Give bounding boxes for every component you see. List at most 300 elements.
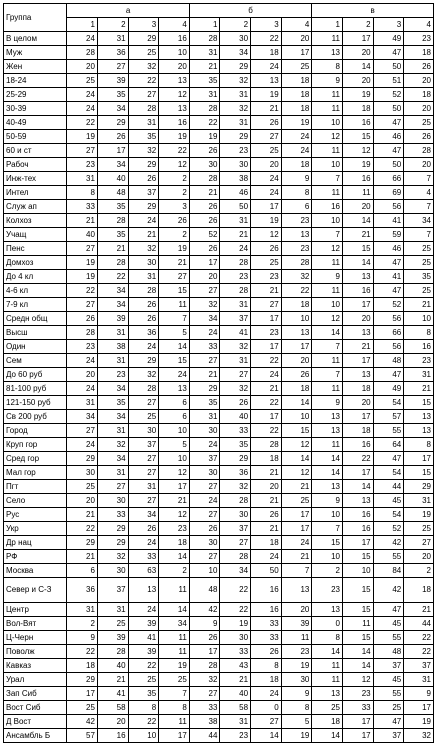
table-cell: 18	[251, 536, 282, 550]
table-cell: 34	[159, 617, 190, 631]
table-cell: 26	[220, 396, 251, 410]
table-cell: 19	[159, 242, 190, 256]
table-cell: 20	[342, 200, 373, 214]
table-cell: 15	[342, 550, 373, 564]
table-cell: 28	[220, 256, 251, 270]
table-body	[4, 32, 434, 743]
table-cell: 22	[189, 116, 220, 130]
table-cell: 7	[404, 200, 434, 214]
table-cell: 32	[128, 242, 159, 256]
column-number-header: 3	[128, 18, 159, 32]
table-cell: 10	[342, 564, 373, 578]
table-cell: 54	[373, 396, 404, 410]
row-label: Мал гор	[4, 466, 67, 480]
table-cell: 17	[342, 729, 373, 743]
table-cell: 19	[281, 116, 312, 130]
table-cell: 17	[281, 508, 312, 522]
table-cell: 14	[251, 729, 282, 743]
table-cell: 27	[128, 494, 159, 508]
table-row	[4, 645, 434, 659]
table-cell: 23	[312, 578, 343, 603]
table-cell: 7	[281, 564, 312, 578]
table-cell: 25	[67, 74, 98, 88]
table-cell: 17	[342, 536, 373, 550]
table-cell: 18	[342, 382, 373, 396]
table-cell: 21	[251, 284, 282, 298]
table-cell: 21	[189, 60, 220, 74]
table-cell: 66	[373, 326, 404, 340]
table-cell: 12	[251, 228, 282, 242]
table-cell: 28	[404, 144, 434, 158]
table-cell: 52	[189, 228, 220, 242]
table-cell: 20	[97, 715, 128, 729]
table-cell: 30	[67, 466, 98, 480]
table-cell: 46	[373, 242, 404, 256]
table-cell: 54	[373, 508, 404, 522]
table-row	[4, 228, 434, 242]
table-row	[4, 354, 434, 368]
table-cell: 9	[312, 396, 343, 410]
table-cell: 52	[373, 88, 404, 102]
table-cell: 11	[312, 673, 343, 687]
table-cell: 31	[404, 673, 434, 687]
table-cell: 24	[67, 382, 98, 396]
table-cell: 13	[159, 74, 190, 88]
table-cell: 21	[404, 382, 434, 396]
table-cell: 10	[159, 452, 190, 466]
table-cell: 24	[281, 130, 312, 144]
table-cell: 22	[67, 116, 98, 130]
table-cell: 27	[404, 536, 434, 550]
table-cell: 31	[128, 270, 159, 284]
table-cell: 28	[128, 102, 159, 116]
column-number-header: 1	[312, 18, 343, 32]
table-cell: 26	[281, 368, 312, 382]
table-cell: 11	[342, 617, 373, 631]
table-cell: 13	[159, 102, 190, 116]
table-row	[4, 424, 434, 438]
table-cell: 7	[312, 340, 343, 354]
table-cell: 47	[373, 715, 404, 729]
table-cell: 16	[312, 200, 343, 214]
table-cell: 14	[312, 729, 343, 743]
table-row	[4, 158, 434, 172]
row-label: 40-49	[4, 116, 67, 130]
table-cell: 25	[251, 256, 282, 270]
table-cell: 13	[312, 424, 343, 438]
row-label: Кавказ	[4, 659, 67, 673]
table-cell: 13	[342, 494, 373, 508]
table-cell: 20	[159, 60, 190, 74]
table-cell: 27	[128, 452, 159, 466]
table-cell: 17	[189, 256, 220, 270]
table-cell: 22	[128, 74, 159, 88]
table-cell: 26	[97, 130, 128, 144]
table-cell: 35	[97, 200, 128, 214]
table-cell: 12	[159, 508, 190, 522]
table-cell: 48	[373, 645, 404, 659]
table-cell: 8	[404, 438, 434, 452]
table-cell: 12	[159, 88, 190, 102]
table-cell: 14	[281, 396, 312, 410]
table-cell: 13	[312, 603, 343, 617]
table-cell: 24	[128, 340, 159, 354]
table-cell: 32	[128, 144, 159, 158]
table-cell: 13	[159, 382, 190, 396]
table-cell: 29	[220, 60, 251, 74]
table-cell: 31	[128, 116, 159, 130]
table-cell: 23	[251, 270, 282, 284]
table-cell: 27	[67, 144, 98, 158]
table-cell: 30	[220, 158, 251, 172]
table-cell: 42	[67, 715, 98, 729]
table-cell: 13	[281, 326, 312, 340]
table-cell: 26	[251, 242, 282, 256]
table-cell: 45	[373, 673, 404, 687]
table-cell: 35	[97, 88, 128, 102]
table-cell: 26	[189, 144, 220, 158]
table-row	[4, 480, 434, 494]
table-cell: 9	[312, 270, 343, 284]
table-cell: 17	[67, 687, 98, 701]
table-cell: 14	[312, 466, 343, 480]
table-cell: 28	[281, 256, 312, 270]
table-cell: 22	[67, 522, 98, 536]
table-cell: 11	[159, 578, 190, 603]
row-label: Ц-Черн	[4, 631, 67, 645]
table-cell: 49	[373, 32, 404, 46]
table-cell: 40	[97, 172, 128, 186]
row-label: Муж	[4, 46, 67, 60]
table-row	[4, 438, 434, 452]
table-cell: 42	[189, 603, 220, 617]
table-cell: 23	[342, 687, 373, 701]
table-cell: 36	[97, 46, 128, 60]
table-cell: 16	[342, 284, 373, 298]
table-cell: 15	[159, 354, 190, 368]
table-cell: 15	[159, 284, 190, 298]
table-cell: 21	[220, 673, 251, 687]
column-number-header: 2	[220, 18, 251, 32]
table-cell: 25	[128, 673, 159, 687]
table-cell: 17	[281, 46, 312, 60]
table-row	[4, 522, 434, 536]
table-cell: 22	[159, 144, 190, 158]
table-row	[4, 326, 434, 340]
row-label: 18-24	[4, 74, 67, 88]
table-cell: 32	[128, 60, 159, 74]
table-row	[4, 673, 434, 687]
table-row	[4, 729, 434, 743]
table-cell: 33	[342, 701, 373, 715]
table-cell: 17	[404, 452, 434, 466]
table-cell: 29	[97, 536, 128, 550]
table-cell: 15	[312, 536, 343, 550]
table-cell: 25	[97, 617, 128, 631]
table-cell: 31	[189, 88, 220, 102]
row-label: Центр	[4, 603, 67, 617]
table-cell: 36	[220, 466, 251, 480]
table-cell: 5	[159, 438, 190, 452]
table-cell: 31	[97, 354, 128, 368]
table-cell: 19	[67, 130, 98, 144]
table-cell: 27	[251, 298, 282, 312]
table-cell: 36	[128, 326, 159, 340]
table-cell: 55	[373, 687, 404, 701]
table-cell: 20	[404, 102, 434, 116]
table-cell: 17	[251, 410, 282, 424]
table-cell: 17	[159, 729, 190, 743]
table-cell: 20	[67, 494, 98, 508]
table-cell: 18	[67, 659, 98, 673]
table-cell: 13	[312, 687, 343, 701]
header-row-columns	[4, 18, 434, 32]
table-cell: 32	[128, 368, 159, 382]
table-cell: 34	[97, 410, 128, 424]
table-cell: 39	[128, 617, 159, 631]
table-row	[4, 368, 434, 382]
table-cell: 34	[97, 452, 128, 466]
table-cell: 23	[67, 340, 98, 354]
table-cell: 14	[342, 645, 373, 659]
table-cell: 10	[404, 312, 434, 326]
table-cell: 19	[281, 729, 312, 743]
table-cell: 33	[251, 617, 282, 631]
table-cell: 23	[220, 729, 251, 743]
row-label: Интел	[4, 186, 67, 200]
table-cell: 12	[312, 312, 343, 326]
table-cell: 23	[67, 158, 98, 172]
table-cell: 19	[251, 88, 282, 102]
table-cell: 47	[373, 284, 404, 298]
table-cell: 8	[281, 186, 312, 200]
table-cell: 15	[342, 130, 373, 144]
table-cell: 27	[251, 715, 282, 729]
table-cell: 41	[128, 631, 159, 645]
section-header-a: а	[67, 4, 190, 18]
row-label: 4-6 кл	[4, 284, 67, 298]
table-cell: 14	[159, 603, 190, 617]
table-cell: 32	[220, 480, 251, 494]
table-cell: 39	[128, 645, 159, 659]
table-cell: 9	[281, 687, 312, 701]
table-row	[4, 631, 434, 645]
table-cell: 40	[220, 687, 251, 701]
table-cell: 18	[281, 298, 312, 312]
table-cell: 27	[159, 270, 190, 284]
table-cell: 24	[159, 368, 190, 382]
table-cell: 28	[189, 32, 220, 46]
table-row	[4, 687, 434, 701]
table-cell: 32	[189, 298, 220, 312]
survey-results-sheet	[3, 3, 434, 743]
table-cell: 31	[404, 494, 434, 508]
table-cell: 14	[312, 645, 343, 659]
table-cell: 47	[373, 116, 404, 130]
table-cell: 20	[342, 46, 373, 60]
table-row	[4, 214, 434, 228]
table-cell: 28	[128, 284, 159, 298]
table-cell: 21	[281, 550, 312, 564]
table-cell: 26	[251, 508, 282, 522]
table-cell: 13	[342, 368, 373, 382]
table-cell: 18	[281, 74, 312, 88]
table-cell: 15	[342, 242, 373, 256]
row-label: Вол-Вят	[4, 617, 67, 631]
row-label: Сред гор	[4, 452, 67, 466]
table-cell: 26	[251, 116, 282, 130]
table-cell: 23	[97, 368, 128, 382]
table-cell: 27	[67, 424, 98, 438]
table-cell: 50	[373, 102, 404, 116]
table-cell: 24	[189, 494, 220, 508]
table-cell: 21	[220, 228, 251, 242]
table-cell: 17	[251, 312, 282, 326]
table-cell: 31	[220, 354, 251, 368]
table-cell: 24	[251, 172, 282, 186]
table-cell: 13	[128, 578, 159, 603]
table-cell: 25	[404, 256, 434, 270]
table-cell: 15	[342, 603, 373, 617]
table-cell: 29	[67, 452, 98, 466]
table-cell: 17	[281, 340, 312, 354]
table-cell: 25	[404, 116, 434, 130]
table-cell: 34	[97, 284, 128, 298]
table-row	[4, 382, 434, 396]
table-cell: 35	[189, 396, 220, 410]
table-cell: 7	[312, 228, 343, 242]
table-row	[4, 130, 434, 144]
table-cell: 11	[312, 144, 343, 158]
table-cell: 31	[67, 172, 98, 186]
table-cell: 24	[251, 186, 282, 200]
table-cell: 33	[220, 424, 251, 438]
table-cell: 28	[97, 645, 128, 659]
table-cell: 16	[404, 340, 434, 354]
table-cell: 51	[373, 74, 404, 88]
table-cell: 0	[312, 617, 343, 631]
table-cell: 34	[97, 298, 128, 312]
table-cell: 14	[342, 256, 373, 270]
table-cell: 39	[97, 74, 128, 88]
table-cell: 8	[312, 631, 343, 645]
table-cell: 16	[97, 729, 128, 743]
table-cell: 34	[220, 46, 251, 60]
table-cell: 17	[97, 144, 128, 158]
table-cell: 22	[67, 645, 98, 659]
table-cell: 32	[220, 102, 251, 116]
table-cell: 40	[67, 228, 98, 242]
table-cell: 16	[159, 32, 190, 46]
row-label: Пенс	[4, 242, 67, 256]
table-row	[4, 536, 434, 550]
table-cell: 22	[251, 32, 282, 46]
table-cell: 17	[342, 354, 373, 368]
table-row	[4, 452, 434, 466]
table-cell: 56	[373, 200, 404, 214]
table-row	[4, 200, 434, 214]
table-cell: 11	[312, 284, 343, 298]
table-cell: 7	[312, 172, 343, 186]
table-cell: 9	[312, 494, 343, 508]
table-cell: 34	[128, 508, 159, 522]
table-row	[4, 88, 434, 102]
table-cell: 15	[342, 578, 373, 603]
table-cell: 29	[67, 536, 98, 550]
table-cell: 18	[404, 578, 434, 603]
table-cell: 23	[404, 354, 434, 368]
table-cell: 9	[67, 631, 98, 645]
table-cell: 27	[220, 368, 251, 382]
table-cell: 17	[342, 715, 373, 729]
table-cell: 35	[97, 396, 128, 410]
table-cell: 33	[97, 508, 128, 522]
table-cell: 7	[312, 522, 343, 536]
table-cell: 30	[189, 536, 220, 550]
table-cell: 28	[220, 550, 251, 564]
table-cell: 84	[373, 564, 404, 578]
table-cell: 11	[159, 298, 190, 312]
table-cell: 5	[159, 326, 190, 340]
table-cell: 32	[220, 340, 251, 354]
table-cell: 19	[281, 659, 312, 673]
table-cell: 16	[342, 172, 373, 186]
table-cell: 26	[128, 312, 159, 326]
table-cell: 18	[312, 715, 343, 729]
table-cell: 2	[312, 564, 343, 578]
table-cell: 6	[159, 396, 190, 410]
table-row	[4, 102, 434, 116]
table-cell: 6	[67, 564, 98, 578]
table-cell: 31	[97, 466, 128, 480]
table-cell: 21	[97, 242, 128, 256]
table-cell: 25	[312, 701, 343, 715]
table-cell: 24	[67, 32, 98, 46]
table-row	[4, 466, 434, 480]
table-cell: 21	[251, 522, 282, 536]
table-cell: 30	[281, 673, 312, 687]
table-cell: 22	[220, 603, 251, 617]
table-cell: 27	[97, 60, 128, 74]
table-cell: 6	[159, 410, 190, 424]
table-cell: 50	[251, 564, 282, 578]
table-cell: 8	[67, 186, 98, 200]
row-label: Пгт	[4, 480, 67, 494]
table-cell: 15	[404, 466, 434, 480]
table-cell: 56	[373, 340, 404, 354]
table-cell: 66	[373, 172, 404, 186]
table-cell: 24	[67, 102, 98, 116]
table-cell: 34	[404, 214, 434, 228]
table-cell: 47	[373, 46, 404, 60]
table-cell: 10	[312, 214, 343, 228]
table-cell: 7	[159, 312, 190, 326]
table-cell: 59	[373, 228, 404, 242]
table-cell: 25	[159, 673, 190, 687]
table-cell: 31	[220, 715, 251, 729]
table-cell: 28	[97, 256, 128, 270]
table-cell: 16	[342, 522, 373, 536]
row-label: Учащ	[4, 228, 67, 242]
table-cell: 26	[404, 130, 434, 144]
table-row	[4, 74, 434, 88]
table-cell: 13	[312, 46, 343, 60]
table-cell: 29	[97, 522, 128, 536]
table-cell: 21	[67, 550, 98, 564]
table-cell: 27	[189, 284, 220, 298]
table-cell: 29	[128, 32, 159, 46]
table-cell: 16	[251, 603, 282, 617]
